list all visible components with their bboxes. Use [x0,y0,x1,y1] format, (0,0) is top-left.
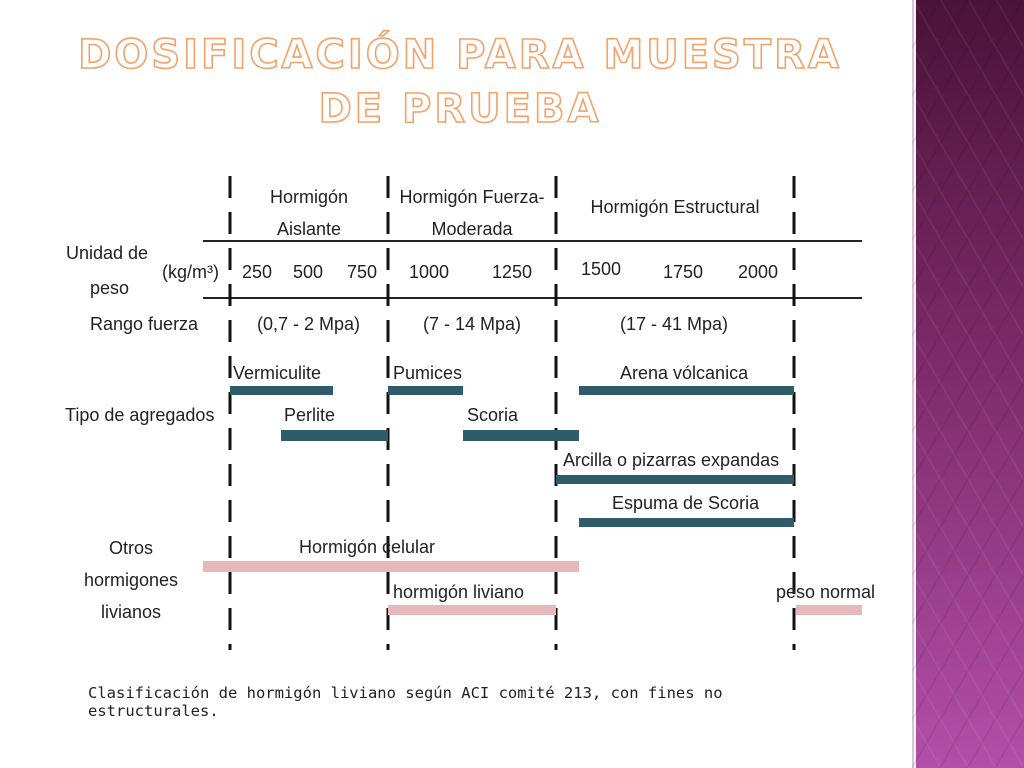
decorative-side-band [912,0,1024,768]
weight-2000: 2000 [738,262,779,282]
weight-1500: 1500 [581,259,622,279]
label-scoria: Scoria [467,405,519,425]
weight-250: 250 [242,262,273,282]
label-perlite: Perlite [284,405,336,425]
bar-scoria [463,430,579,441]
rango-estructural: (17 - 41 Mpa) [620,314,729,334]
otros-line3: livianos [100,602,162,622]
header-aislante-line2: Aislante [276,219,342,239]
label-hormigon-celular: Hormigón celular [299,537,436,557]
label-arena-volcanica: Arena vólcanica [620,363,749,383]
figure-caption: Clasificación de hormigón liviano según ACI comité 213, con fines no estructurales. [88,684,723,720]
weight-1750: 1750 [663,262,704,282]
header-fuerza-line2: Moderada [431,219,513,239]
label-peso: peso [90,278,130,298]
bar-peso-normal [796,605,862,615]
header-hormigon-aislante [250,181,368,245]
bar-arcilla [556,475,794,484]
weight-1250: 1250 [492,262,533,282]
slide-title: DOSIFICACIÓN PARA MUESTRA DE PRUEBA [78,32,842,132]
rango-aislante: (0,7 - 2 Mpa) [257,314,361,334]
bar-arena-volcanica [579,386,794,395]
rango-moderada: (7 - 14 Mpa) [423,314,522,334]
label-peso-normal: peso normal [776,582,876,602]
side-band-pattern [912,0,1024,768]
label-pumices: Pumices [393,363,463,383]
weight-750: 750 [347,262,378,282]
label-unit-kgm3: (kg/m³) [162,262,219,282]
weight-1000: 1000 [409,262,450,282]
label-tipo-de-agregados: Tipo de agregados [65,405,215,425]
bar-vermiculite [230,386,333,395]
label-arcilla: Arcilla o pizarras expandas [563,450,780,470]
label-espuma-scoria: Espuma de Scoria [612,493,760,513]
header-aislante-line1: Hormigón [269,187,349,207]
label-hormigon-liviano: hormigón liviano [393,582,525,602]
header-hormigon-fuerza-moderada [390,181,554,245]
label-vermiculite: Vermiculite [233,363,322,383]
otros-line1: Otros [108,538,153,558]
header-fuerza-line1: Hormigón Fuerza- [399,187,545,207]
bar-pumices [388,386,463,395]
weight-500: 500 [293,262,324,282]
bar-espuma-scoria [579,518,794,527]
bar-perlite [281,430,388,441]
label-rango-fuerza: Rango fuerza [90,314,199,334]
otros-line2: hormigones [83,570,179,590]
bar-hormigon-celular [203,561,579,572]
bar-hormigon-liviano [388,605,556,615]
label-unidad-de: Unidad de [66,243,149,263]
header-hormigon-estructural: Hormigón Estructural [590,197,760,217]
label-otros-hormigones-livianos [72,532,190,628]
